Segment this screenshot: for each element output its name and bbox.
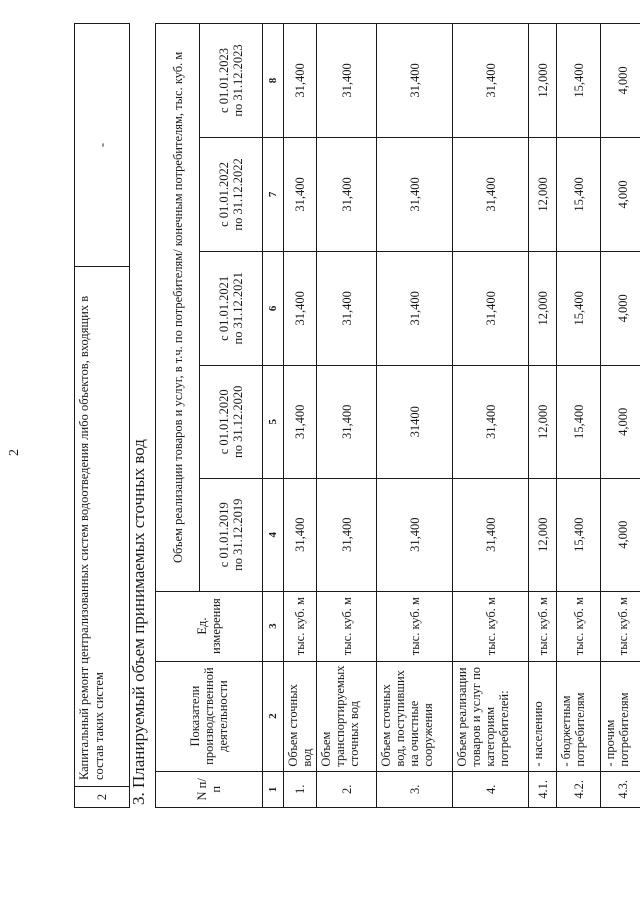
period-from: с 01.01.2019 bbox=[217, 502, 231, 568]
table-row bbox=[601, 24, 640, 808]
row-value: 31,400 bbox=[284, 365, 317, 478]
row-value: 15,400 bbox=[557, 24, 601, 138]
row-value: 31,400 bbox=[284, 251, 317, 365]
row-value: 31,400 bbox=[453, 251, 529, 365]
period-to: по 31.12.2021 bbox=[231, 272, 245, 345]
header-period bbox=[200, 478, 263, 591]
row-value: 31,400 bbox=[453, 478, 529, 591]
row-value: 31,400 bbox=[317, 137, 377, 251]
row-unit: тыс. куб. м bbox=[529, 591, 557, 661]
row-number: 2 bbox=[75, 787, 130, 808]
row-value: 31,400 bbox=[377, 137, 453, 251]
row-number: 4. bbox=[453, 771, 529, 807]
page-number: 2 bbox=[7, 449, 22, 456]
header-volume-group: Объем реализации товаров и услуг, в т.ч. по потребителям/ конечным потребителям, тыс. куб. м bbox=[156, 24, 200, 592]
row-value: 31400 bbox=[377, 365, 453, 478]
row-value: - bbox=[75, 24, 130, 267]
row-value: 31,400 bbox=[453, 137, 529, 251]
table-row bbox=[453, 24, 529, 808]
row-description: Капитальный ремонт централизованных систем водоотведения либо объектов, входящих в состав таких систем bbox=[75, 267, 130, 787]
section-title: 3. Планируемый объем принимаемых сточных вод bbox=[129, 439, 148, 805]
column-index: 8 bbox=[263, 24, 284, 138]
row-value: 15,400 bbox=[557, 365, 601, 478]
row-number: 4.1. bbox=[529, 771, 557, 807]
row-value: 31,400 bbox=[377, 24, 453, 138]
header-unit: Ед. измерения bbox=[156, 591, 263, 661]
table-row bbox=[317, 24, 377, 808]
row-value: 31,400 bbox=[284, 137, 317, 251]
row-value: 31,400 bbox=[284, 24, 317, 138]
row-value: 31,400 bbox=[317, 24, 377, 138]
row-unit: тыс. куб. м bbox=[284, 591, 317, 661]
row-value: 31,400 bbox=[377, 478, 453, 591]
row-value: 12,000 bbox=[529, 24, 557, 138]
period-from: с 01.01.2020 bbox=[217, 389, 231, 455]
row-value: 15,400 bbox=[557, 251, 601, 365]
period-from: с 01.01.2021 bbox=[217, 275, 231, 341]
column-index: 6 bbox=[263, 251, 284, 365]
table-row bbox=[284, 24, 317, 808]
period-from: с 01.01.2023 bbox=[217, 48, 231, 113]
row-value: 4,000 bbox=[601, 137, 640, 251]
row-indicator: Объем реализации товаров и услуг по категориям потребителей: bbox=[453, 661, 529, 771]
row-value: 31,400 bbox=[453, 365, 529, 478]
row-value: 31,400 bbox=[453, 24, 529, 138]
period-to: по 31.12.2020 bbox=[231, 385, 245, 458]
capital-repair-table bbox=[74, 23, 130, 808]
table-row bbox=[75, 24, 130, 808]
row-value: 15,400 bbox=[557, 137, 601, 251]
row-value: 12,000 bbox=[529, 365, 557, 478]
header-indicator: Показатели производственной деятельности bbox=[156, 661, 263, 771]
row-number: 4.3. bbox=[601, 771, 640, 807]
column-index: 4 bbox=[263, 478, 284, 591]
header-num: N п/п bbox=[156, 771, 263, 807]
column-index: 2 bbox=[263, 661, 284, 771]
column-index-row bbox=[263, 24, 284, 808]
period-from: с 01.01.2022 bbox=[217, 161, 231, 227]
row-unit: тыс. куб. м bbox=[377, 591, 453, 661]
row-value: 31,400 bbox=[317, 365, 377, 478]
row-indicator: Объем транспортируемых сточных вод bbox=[317, 661, 377, 771]
period-to: по 31.12.2022 bbox=[231, 158, 245, 231]
row-indicator: - населению bbox=[529, 661, 557, 771]
period-to: по 31.12.2023 bbox=[231, 44, 245, 117]
column-index: 7 bbox=[263, 137, 284, 251]
header-period bbox=[200, 24, 263, 138]
row-number: 2. bbox=[317, 771, 377, 807]
table-row bbox=[377, 24, 453, 808]
row-indicator: - прочим потребителям bbox=[601, 661, 640, 771]
period-to: по 31.12.2019 bbox=[231, 498, 245, 571]
row-indicator: Объем сточных вод bbox=[284, 661, 317, 771]
header-period bbox=[200, 365, 263, 478]
row-value: 4,000 bbox=[601, 365, 640, 478]
header-period bbox=[200, 251, 263, 365]
row-unit: тыс. куб. м bbox=[557, 591, 601, 661]
row-number: 1. bbox=[284, 771, 317, 807]
row-unit: тыс. куб. м bbox=[601, 591, 640, 661]
row-value: 31,400 bbox=[284, 478, 317, 591]
row-unit: тыс. куб. м bbox=[453, 591, 529, 661]
row-number: 3. bbox=[377, 771, 453, 807]
row-number: 4.2. bbox=[557, 771, 601, 807]
table-row bbox=[557, 24, 601, 808]
row-indicator: - бюджетным потребителям bbox=[557, 661, 601, 771]
column-index: 1 bbox=[263, 771, 284, 807]
row-value: 15,400 bbox=[557, 478, 601, 591]
row-value: 4,000 bbox=[601, 24, 640, 138]
row-value: 12,000 bbox=[529, 251, 557, 365]
column-index: 3 bbox=[263, 591, 284, 661]
row-unit: тыс. куб. м bbox=[317, 591, 377, 661]
header-row bbox=[156, 24, 200, 808]
row-value: 4,000 bbox=[601, 478, 640, 591]
row-value: 4,000 bbox=[601, 251, 640, 365]
table-row bbox=[529, 24, 557, 808]
row-indicator: Объем сточных вод, поступивших на очистные сооружения bbox=[377, 661, 453, 771]
wastewater-volume-table bbox=[155, 23, 640, 808]
row-value: 12,000 bbox=[529, 137, 557, 251]
row-value: 31,400 bbox=[377, 251, 453, 365]
row-value: 31,400 bbox=[317, 251, 377, 365]
header-period bbox=[200, 137, 263, 251]
column-index: 5 bbox=[263, 365, 284, 478]
row-value: 12,000 bbox=[529, 478, 557, 591]
row-value: 31,400 bbox=[317, 478, 377, 591]
